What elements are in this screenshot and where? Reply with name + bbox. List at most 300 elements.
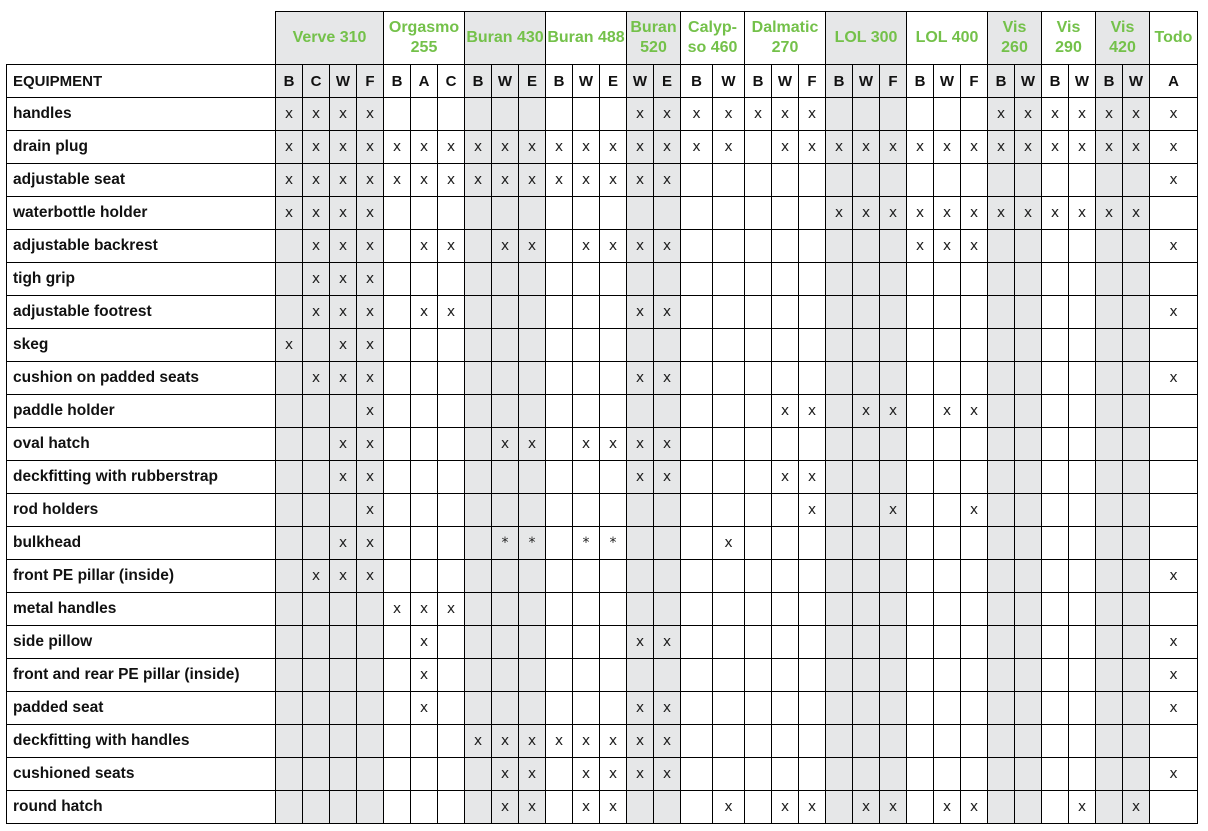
table-cell bbox=[907, 329, 934, 362]
table-cell: x bbox=[330, 296, 357, 329]
table-cell bbox=[1042, 230, 1069, 263]
table-cell bbox=[713, 593, 745, 626]
table-cell: x bbox=[799, 131, 826, 164]
table-cell bbox=[934, 296, 961, 329]
table-cell: x bbox=[357, 230, 384, 263]
table-cell bbox=[1096, 494, 1123, 527]
variant-header: E bbox=[519, 65, 546, 98]
table-cell bbox=[1042, 593, 1069, 626]
table-cell bbox=[276, 494, 303, 527]
table-cell bbox=[826, 593, 853, 626]
table-cell bbox=[519, 395, 546, 428]
table-cell bbox=[1069, 263, 1096, 296]
model-header: Vis 420 bbox=[1096, 12, 1150, 65]
table-cell bbox=[799, 758, 826, 791]
table-cell: x bbox=[357, 428, 384, 461]
table-cell bbox=[907, 296, 934, 329]
table-cell bbox=[627, 263, 654, 296]
feature-label: padded seat bbox=[7, 692, 276, 725]
table-cell bbox=[1042, 494, 1069, 527]
table-cell: x bbox=[988, 197, 1015, 230]
table-cell bbox=[880, 428, 907, 461]
table-cell: x bbox=[357, 362, 384, 395]
table-cell: x bbox=[492, 758, 519, 791]
table-cell: x bbox=[276, 329, 303, 362]
table-cell: x bbox=[411, 164, 438, 197]
table-cell bbox=[357, 692, 384, 725]
table-cell bbox=[573, 692, 600, 725]
table-cell: x bbox=[303, 362, 330, 395]
table-cell bbox=[934, 527, 961, 560]
table-cell bbox=[519, 362, 546, 395]
table-cell bbox=[713, 362, 745, 395]
table-cell bbox=[492, 98, 519, 131]
table-cell bbox=[961, 758, 988, 791]
table-row bbox=[7, 494, 1198, 527]
table-cell bbox=[772, 428, 799, 461]
table-cell bbox=[826, 98, 853, 131]
table-cell bbox=[384, 626, 411, 659]
table-cell bbox=[713, 461, 745, 494]
table-cell bbox=[1015, 659, 1042, 692]
table-cell bbox=[384, 527, 411, 560]
variant-header: A bbox=[411, 65, 438, 98]
table-cell bbox=[880, 725, 907, 758]
table-cell bbox=[384, 98, 411, 131]
table-cell: x bbox=[519, 428, 546, 461]
table-cell bbox=[745, 593, 772, 626]
table-cell bbox=[1015, 230, 1042, 263]
table-cell bbox=[1042, 659, 1069, 692]
table-cell: x bbox=[799, 395, 826, 428]
table-cell: x bbox=[519, 758, 546, 791]
table-cell: x bbox=[880, 131, 907, 164]
variant-header: C bbox=[438, 65, 465, 98]
table-cell: x bbox=[465, 131, 492, 164]
table-cell bbox=[745, 395, 772, 428]
table-cell bbox=[1096, 791, 1123, 824]
table-cell: x bbox=[1042, 197, 1069, 230]
table-cell bbox=[907, 461, 934, 494]
variant-header: B bbox=[276, 65, 303, 98]
table-cell bbox=[853, 725, 880, 758]
table-cell bbox=[1069, 296, 1096, 329]
model-header: Vis 260 bbox=[988, 12, 1042, 65]
table-cell bbox=[303, 692, 330, 725]
table-cell bbox=[438, 461, 465, 494]
table-cell bbox=[1096, 560, 1123, 593]
table-cell bbox=[988, 791, 1015, 824]
table-cell bbox=[1123, 527, 1150, 560]
table-cell: x bbox=[303, 230, 330, 263]
table-cell bbox=[1150, 461, 1198, 494]
table-cell: x bbox=[600, 791, 627, 824]
table-cell bbox=[438, 197, 465, 230]
table-cell bbox=[1042, 692, 1069, 725]
table-cell bbox=[330, 626, 357, 659]
table-cell bbox=[573, 362, 600, 395]
table-cell bbox=[600, 593, 627, 626]
table-cell bbox=[853, 527, 880, 560]
feature-label: rod holders bbox=[7, 494, 276, 527]
variant-header: B bbox=[465, 65, 492, 98]
table-cell bbox=[600, 659, 627, 692]
table-cell: x bbox=[384, 164, 411, 197]
table-cell bbox=[492, 296, 519, 329]
table-cell bbox=[772, 263, 799, 296]
table-cell bbox=[988, 461, 1015, 494]
table-cell bbox=[880, 164, 907, 197]
table-cell bbox=[713, 560, 745, 593]
table-cell bbox=[799, 362, 826, 395]
table-cell: x bbox=[1042, 98, 1069, 131]
table-cell bbox=[826, 230, 853, 263]
table-cell bbox=[411, 527, 438, 560]
table-cell bbox=[880, 329, 907, 362]
table-cell: x bbox=[1069, 131, 1096, 164]
table-cell: x bbox=[654, 362, 681, 395]
feature-label: tigh grip bbox=[7, 263, 276, 296]
variant-header-row bbox=[7, 65, 1198, 98]
table-cell bbox=[1123, 626, 1150, 659]
table-cell bbox=[1015, 725, 1042, 758]
table-cell bbox=[465, 329, 492, 362]
variant-header: B bbox=[384, 65, 411, 98]
table-cell bbox=[880, 527, 907, 560]
table-cell bbox=[573, 593, 600, 626]
table-cell bbox=[961, 626, 988, 659]
table-cell: x bbox=[330, 527, 357, 560]
table-cell: x bbox=[1123, 98, 1150, 131]
table-cell: x bbox=[330, 461, 357, 494]
table-cell bbox=[799, 527, 826, 560]
table-cell: x bbox=[826, 197, 853, 230]
table-cell bbox=[627, 527, 654, 560]
table-cell: x bbox=[1150, 296, 1198, 329]
table-cell bbox=[988, 758, 1015, 791]
table-cell bbox=[1069, 659, 1096, 692]
table-cell bbox=[745, 758, 772, 791]
table-cell bbox=[1069, 395, 1096, 428]
table-cell: x bbox=[853, 131, 880, 164]
table-cell bbox=[772, 362, 799, 395]
model-header: Vis 290 bbox=[1042, 12, 1096, 65]
table-cell bbox=[1069, 329, 1096, 362]
variant-header: E bbox=[654, 65, 681, 98]
table-cell bbox=[573, 461, 600, 494]
table-cell: x bbox=[1015, 98, 1042, 131]
table-cell bbox=[546, 791, 573, 824]
table-cell bbox=[546, 230, 573, 263]
table-cell: x bbox=[411, 230, 438, 263]
table-body bbox=[7, 98, 1198, 824]
table-cell bbox=[1069, 725, 1096, 758]
table-cell: x bbox=[330, 164, 357, 197]
table-cell bbox=[465, 692, 492, 725]
table-cell bbox=[713, 395, 745, 428]
table-cell: x bbox=[492, 428, 519, 461]
table-cell bbox=[411, 560, 438, 593]
table-cell bbox=[681, 296, 713, 329]
table-cell bbox=[519, 98, 546, 131]
variant-header: B bbox=[907, 65, 934, 98]
table-cell bbox=[772, 659, 799, 692]
table-cell: x bbox=[357, 560, 384, 593]
table-cell: x bbox=[907, 230, 934, 263]
table-cell: x bbox=[573, 428, 600, 461]
table-cell bbox=[907, 659, 934, 692]
table-cell bbox=[357, 791, 384, 824]
model-header: Dalmatic 270 bbox=[745, 12, 826, 65]
table-cell bbox=[1096, 164, 1123, 197]
table-cell bbox=[1069, 560, 1096, 593]
table-cell bbox=[772, 758, 799, 791]
table-cell bbox=[411, 197, 438, 230]
table-cell bbox=[1015, 263, 1042, 296]
equipment-header: EQUIPMENT bbox=[7, 65, 276, 98]
table-cell bbox=[713, 329, 745, 362]
table-cell: x bbox=[546, 725, 573, 758]
table-cell: x bbox=[880, 197, 907, 230]
table-cell bbox=[627, 329, 654, 362]
table-cell: x bbox=[654, 461, 681, 494]
table-cell bbox=[907, 164, 934, 197]
table-cell bbox=[1096, 296, 1123, 329]
table-cell: x bbox=[330, 329, 357, 362]
table-cell bbox=[357, 725, 384, 758]
table-cell bbox=[826, 494, 853, 527]
model-header: Buran 520 bbox=[627, 12, 681, 65]
table-cell bbox=[713, 164, 745, 197]
table-cell: x bbox=[627, 164, 654, 197]
table-cell bbox=[1123, 461, 1150, 494]
table-cell: x bbox=[772, 791, 799, 824]
table-cell: x bbox=[961, 197, 988, 230]
table-cell: x bbox=[654, 428, 681, 461]
table-cell bbox=[826, 692, 853, 725]
table-cell bbox=[411, 461, 438, 494]
table-cell bbox=[438, 758, 465, 791]
table-cell bbox=[853, 362, 880, 395]
table-cell: x bbox=[384, 131, 411, 164]
variant-header: W bbox=[573, 65, 600, 98]
table-cell: x bbox=[330, 428, 357, 461]
table-cell bbox=[681, 692, 713, 725]
table-cell bbox=[276, 296, 303, 329]
table-cell bbox=[1042, 395, 1069, 428]
table-cell: x bbox=[357, 131, 384, 164]
table-row bbox=[7, 626, 1198, 659]
table-cell bbox=[961, 296, 988, 329]
table-cell bbox=[600, 296, 627, 329]
table-cell bbox=[907, 725, 934, 758]
table-cell bbox=[384, 494, 411, 527]
table-cell bbox=[1096, 725, 1123, 758]
table-cell bbox=[988, 626, 1015, 659]
table-cell bbox=[411, 494, 438, 527]
table-cell bbox=[772, 296, 799, 329]
table-cell bbox=[799, 593, 826, 626]
variant-header: B bbox=[826, 65, 853, 98]
table-cell bbox=[1042, 428, 1069, 461]
table-cell bbox=[1069, 593, 1096, 626]
table-cell bbox=[1015, 296, 1042, 329]
table-cell bbox=[438, 494, 465, 527]
table-cell bbox=[907, 395, 934, 428]
table-cell bbox=[330, 758, 357, 791]
table-cell bbox=[772, 494, 799, 527]
table-cell: x bbox=[303, 296, 330, 329]
table-cell bbox=[853, 758, 880, 791]
table-cell: x bbox=[411, 593, 438, 626]
table-cell bbox=[1015, 626, 1042, 659]
table-cell bbox=[519, 692, 546, 725]
table-cell bbox=[934, 725, 961, 758]
feature-label: bulkhead bbox=[7, 527, 276, 560]
table-cell bbox=[1069, 527, 1096, 560]
table-cell bbox=[853, 98, 880, 131]
table-cell: x bbox=[330, 197, 357, 230]
table-cell: x bbox=[772, 98, 799, 131]
table-cell bbox=[853, 494, 880, 527]
variant-header: W bbox=[713, 65, 745, 98]
table-cell bbox=[654, 329, 681, 362]
table-cell: x bbox=[654, 131, 681, 164]
table-cell bbox=[384, 395, 411, 428]
table-cell bbox=[654, 263, 681, 296]
table-row bbox=[7, 560, 1198, 593]
table-cell bbox=[745, 560, 772, 593]
table-cell bbox=[411, 428, 438, 461]
feature-label: cushioned seats bbox=[7, 758, 276, 791]
table-cell bbox=[573, 329, 600, 362]
table-cell: x bbox=[600, 230, 627, 263]
table-cell bbox=[988, 725, 1015, 758]
table-cell bbox=[988, 230, 1015, 263]
table-cell bbox=[492, 494, 519, 527]
table-cell bbox=[1123, 230, 1150, 263]
variant-header: B bbox=[745, 65, 772, 98]
table-cell: x bbox=[713, 791, 745, 824]
table-cell: x bbox=[600, 428, 627, 461]
table-cell: x bbox=[654, 692, 681, 725]
table-cell: x bbox=[1015, 131, 1042, 164]
table-cell: x bbox=[600, 131, 627, 164]
table-cell: x bbox=[1015, 197, 1042, 230]
variant-header: E bbox=[600, 65, 627, 98]
table-cell bbox=[853, 164, 880, 197]
table-cell bbox=[465, 593, 492, 626]
table-cell: x bbox=[330, 131, 357, 164]
table-cell: x bbox=[438, 296, 465, 329]
feature-label: paddle holder bbox=[7, 395, 276, 428]
table-cell bbox=[330, 395, 357, 428]
table-cell bbox=[853, 230, 880, 263]
table-cell bbox=[438, 329, 465, 362]
table-row bbox=[7, 725, 1198, 758]
table-cell: x bbox=[654, 230, 681, 263]
feature-label: deckfitting with rubberstrap bbox=[7, 461, 276, 494]
table-cell: x bbox=[1150, 659, 1198, 692]
table-cell bbox=[1015, 527, 1042, 560]
table-cell bbox=[988, 527, 1015, 560]
table-cell bbox=[411, 98, 438, 131]
table-cell bbox=[573, 560, 600, 593]
variant-header: W bbox=[772, 65, 799, 98]
model-header-row bbox=[7, 12, 1198, 65]
table-cell bbox=[1096, 593, 1123, 626]
table-cell bbox=[546, 692, 573, 725]
table-cell bbox=[438, 560, 465, 593]
table-cell: x bbox=[713, 527, 745, 560]
table-cell: x bbox=[627, 98, 654, 131]
table-cell bbox=[1096, 758, 1123, 791]
table-cell bbox=[465, 560, 492, 593]
table-row bbox=[7, 263, 1198, 296]
table-cell bbox=[1042, 527, 1069, 560]
table-cell bbox=[600, 626, 627, 659]
table-cell bbox=[573, 626, 600, 659]
table-cell bbox=[1150, 428, 1198, 461]
table-cell bbox=[1096, 395, 1123, 428]
table-cell bbox=[772, 593, 799, 626]
feature-label: adjustable footrest bbox=[7, 296, 276, 329]
table-cell: x bbox=[654, 98, 681, 131]
model-header: Buran 488 bbox=[546, 12, 627, 65]
feature-label: side pillow bbox=[7, 626, 276, 659]
table-cell: x bbox=[961, 230, 988, 263]
table-cell: x bbox=[357, 395, 384, 428]
table-cell bbox=[1015, 461, 1042, 494]
table-row bbox=[7, 791, 1198, 824]
variant-header: F bbox=[880, 65, 907, 98]
table-cell: x bbox=[357, 494, 384, 527]
feature-label: cushion on padded seats bbox=[7, 362, 276, 395]
table-cell: x bbox=[519, 230, 546, 263]
table-cell bbox=[713, 296, 745, 329]
table-cell bbox=[438, 791, 465, 824]
table-row bbox=[7, 527, 1198, 560]
variant-header: F bbox=[961, 65, 988, 98]
table-cell: x bbox=[276, 197, 303, 230]
table-cell bbox=[276, 791, 303, 824]
model-header: Buran 430 bbox=[465, 12, 546, 65]
table-cell bbox=[826, 659, 853, 692]
table-cell: x bbox=[627, 692, 654, 725]
table-cell bbox=[988, 329, 1015, 362]
table-cell bbox=[934, 692, 961, 725]
variant-header: W bbox=[330, 65, 357, 98]
table-cell bbox=[880, 758, 907, 791]
table-cell bbox=[627, 395, 654, 428]
table-cell: x bbox=[492, 791, 519, 824]
feature-label: oval hatch bbox=[7, 428, 276, 461]
table-cell bbox=[880, 560, 907, 593]
table-cell bbox=[1096, 461, 1123, 494]
table-cell bbox=[465, 428, 492, 461]
table-cell: x bbox=[384, 593, 411, 626]
table-row bbox=[7, 362, 1198, 395]
table-cell: x bbox=[276, 164, 303, 197]
table-cell: x bbox=[303, 131, 330, 164]
table-cell bbox=[438, 725, 465, 758]
table-cell bbox=[961, 725, 988, 758]
table-cell bbox=[1069, 494, 1096, 527]
table-cell: x bbox=[303, 263, 330, 296]
table-cell bbox=[1015, 362, 1042, 395]
table-cell: * bbox=[573, 527, 600, 560]
table-cell bbox=[745, 362, 772, 395]
